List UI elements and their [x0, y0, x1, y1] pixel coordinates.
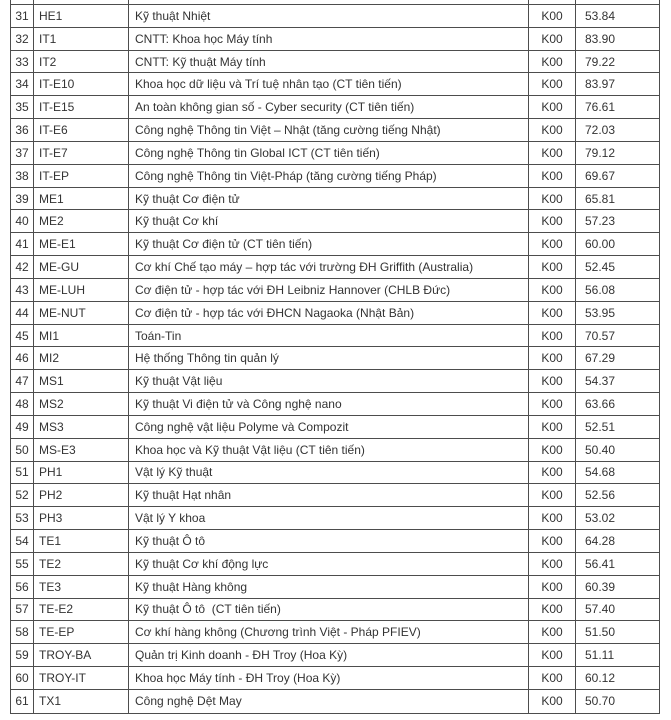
program-code-cell: IT-EP [34, 165, 129, 187]
table-row [11, 302, 659, 325]
program-name-cell: Kỹ thuật Hạt nhân [129, 484, 529, 506]
table-row [11, 119, 659, 142]
exam-group-cell: K00 [529, 507, 576, 529]
table-row [11, 256, 659, 279]
row-number-cell: 33 [11, 51, 34, 73]
program-name-cell: Vật lý Kỹ thuật [129, 462, 529, 484]
table-row [11, 370, 659, 393]
program-code-cell: TROY-IT [34, 667, 129, 689]
program-name-cell: Khoa học dữ liệu và Trí tuệ nhân tạo (CT tiên tiến) [129, 73, 529, 95]
table-row [11, 51, 659, 74]
program-name-cell: Vật lý Y khoa [129, 507, 529, 529]
table-row [11, 462, 659, 485]
program-name-cell: Kỹ thuật Nhiệt [129, 5, 529, 27]
score-cell: 64.28 [585, 533, 616, 548]
program-name-cell: Công nghệ Thông tin Global ICT (CT tiên tiến) [129, 142, 529, 164]
row-number-cell: 35 [11, 96, 34, 118]
score-cell: 51.11 [585, 648, 615, 663]
score-cell: 51.50 [585, 625, 616, 640]
row-number-cell: 61 [11, 690, 34, 713]
table-row [11, 690, 659, 713]
table-row [11, 553, 659, 576]
row-number-cell: 55 [11, 553, 34, 575]
program-name-cell: Kỹ thuật Cơ điện tử [129, 188, 529, 210]
table-row [11, 439, 659, 462]
row-number-cell: 40 [11, 210, 34, 232]
row-number-cell: 54 [11, 530, 34, 552]
row-number-cell: 49 [11, 416, 34, 438]
row-number-cell: 57 [11, 599, 34, 621]
program-code-cell: TE3 [34, 576, 129, 598]
table-row [11, 279, 659, 302]
program-code-cell: IT-E15 [34, 96, 129, 118]
program-code-cell: IT-E10 [34, 73, 129, 95]
exam-group-cell: K00 [529, 142, 576, 164]
exam-group-cell: K00 [529, 325, 576, 347]
score-cell: 56.08 [585, 282, 616, 297]
exam-group-cell: K00 [529, 599, 576, 621]
exam-group-cell: K00 [529, 439, 576, 461]
program-code-cell: TE2 [34, 553, 129, 575]
row-number-cell: 34 [11, 73, 34, 95]
table-row [11, 530, 659, 553]
row-number-cell: 43 [11, 279, 34, 301]
exam-group-cell: K00 [529, 690, 576, 713]
table-top-partial-row [10, 0, 660, 4]
program-name-cell: CNTT: Kỹ thuật Máy tính [129, 51, 529, 73]
table-row [11, 165, 659, 188]
table-row [11, 576, 659, 599]
score-cell: 83.97 [585, 77, 616, 92]
program-name-cell: Khoa học Máy tính - ĐH Troy (Hoa Kỳ) [129, 667, 529, 689]
table-row [11, 644, 659, 667]
score-cell: 52.45 [585, 260, 616, 275]
exam-group-cell: K00 [529, 188, 576, 210]
score-cell: 72.03 [585, 123, 616, 138]
row-number-cell: 46 [11, 347, 34, 369]
program-code-cell: MS1 [34, 370, 129, 392]
score-cell: 54.68 [585, 465, 616, 480]
score-cell: 79.22 [585, 54, 616, 69]
program-name-cell: Kỹ thuật Cơ điện tử (CT tiên tiến) [129, 233, 529, 255]
exam-group-cell: K00 [529, 553, 576, 575]
program-code-cell: IT2 [34, 51, 129, 73]
program-code-cell: IT-E7 [34, 142, 129, 164]
score-cell: 50.70 [585, 694, 616, 709]
program-code-cell: PH1 [34, 462, 129, 484]
score-cell: 56.41 [585, 556, 616, 571]
partial-cell [34, 0, 129, 4]
table-row [11, 233, 659, 256]
program-name-cell: Cơ điện tử - hợp tác với ĐH Leibniz Hannover (CHLB Đức) [129, 279, 529, 301]
score-cell: 70.57 [585, 328, 616, 343]
program-name-cell: Cơ điện tử - hợp tác với ĐHCN Nagaoka (Nhật Bản) [129, 302, 529, 324]
table-row [11, 96, 659, 119]
program-name-cell: Kỹ thuật Vi điện tử và Công nghệ nano [129, 393, 529, 415]
table-row [11, 325, 659, 348]
program-name-cell: Kỹ thuật Cơ khí [129, 210, 529, 232]
score-cell: 52.51 [585, 419, 616, 434]
exam-group-cell: K00 [529, 165, 576, 187]
row-number-cell: 44 [11, 302, 34, 324]
exam-group-cell: K00 [529, 416, 576, 438]
exam-group-cell: K00 [529, 393, 576, 415]
row-number-cell: 39 [11, 188, 34, 210]
program-name-cell: Kỹ thuật Cơ khí động lực [129, 553, 529, 575]
score-cell: 53.84 [585, 8, 616, 23]
score-cell: 65.81 [585, 191, 616, 206]
score-cell: 83.90 [585, 31, 616, 46]
score-cell: 67.29 [585, 351, 616, 366]
exam-group-cell: K00 [529, 119, 576, 141]
program-code-cell: ME-E1 [34, 233, 129, 255]
program-name-cell: Toán-Tin [129, 325, 529, 347]
score-cell: 63.66 [585, 396, 616, 411]
program-code-cell: TX1 [34, 690, 129, 713]
table-row [11, 188, 659, 211]
program-code-cell: ME2 [34, 210, 129, 232]
program-code-cell: HE1 [34, 5, 129, 27]
table-row [11, 484, 659, 507]
row-number-cell: 48 [11, 393, 34, 415]
exam-group-cell: K00 [529, 210, 576, 232]
program-code-cell: ME-NUT [34, 302, 129, 324]
program-name-cell: Kỹ thuật Ô tô (CT tiên tiến) [129, 599, 529, 621]
table-row [11, 73, 659, 96]
table-row [11, 621, 659, 644]
exam-group-cell: K00 [529, 347, 576, 369]
partial-cell [11, 0, 34, 4]
exam-group-cell: K00 [529, 233, 576, 255]
score-cell: 53.95 [585, 305, 616, 320]
table-row [11, 347, 659, 370]
score-cell: 52.56 [585, 488, 616, 503]
row-number-cell: 50 [11, 439, 34, 461]
program-name-cell: Quản trị Kinh doanh - ĐH Troy (Hoa Kỳ) [129, 644, 529, 666]
exam-group-cell: K00 [529, 644, 576, 666]
row-number-cell: 32 [11, 28, 34, 50]
row-number-cell: 45 [11, 325, 34, 347]
score-cell: 57.40 [585, 602, 616, 617]
table-row [11, 667, 659, 690]
program-code-cell: IT-E6 [34, 119, 129, 141]
program-name-cell: Cơ khí Chế tạo máy – hợp tác với trường ĐH Griffith (Australia) [129, 256, 529, 278]
row-number-cell: 47 [11, 370, 34, 392]
program-name-cell: Kỹ thuật Vật liệu [129, 370, 529, 392]
exam-group-cell: K00 [529, 370, 576, 392]
program-name-cell: An toàn không gian số - Cyber security (CT tiên tiến) [129, 96, 529, 118]
program-name-cell: CNTT: Khoa học Máy tính [129, 28, 529, 50]
program-name-cell: Kỹ thuật Hàng không [129, 576, 529, 598]
program-code-cell: IT1 [34, 28, 129, 50]
table-row [11, 416, 659, 439]
exam-group-cell: K00 [529, 462, 576, 484]
partial-cell [576, 0, 659, 4]
exam-group-cell: K00 [529, 302, 576, 324]
exam-group-cell: K00 [529, 5, 576, 27]
table-body [10, 4, 660, 714]
exam-group-cell: K00 [529, 73, 576, 95]
score-cell: 54.37 [585, 374, 616, 389]
score-cell: 50.40 [585, 442, 616, 457]
program-code-cell: MS3 [34, 416, 129, 438]
score-cell: 79.12 [585, 145, 616, 160]
program-name-cell: Hệ thống Thông tin quản lý [129, 347, 529, 369]
exam-group-cell: K00 [529, 28, 576, 50]
row-number-cell: 38 [11, 165, 34, 187]
exam-group-cell: K00 [529, 530, 576, 552]
table-row [11, 599, 659, 622]
score-cell: 60.39 [585, 579, 616, 594]
table-row [11, 393, 659, 416]
program-code-cell: TE-E2 [34, 599, 129, 621]
program-code-cell: TROY-BA [34, 644, 129, 666]
program-code-cell: TE1 [34, 530, 129, 552]
table-row [11, 142, 659, 165]
table-row [11, 210, 659, 233]
score-cell: 69.67 [585, 168, 616, 183]
program-code-cell: MI1 [34, 325, 129, 347]
exam-group-cell: K00 [529, 667, 576, 689]
row-number-cell: 31 [11, 5, 34, 27]
score-cell: 60.00 [585, 237, 616, 252]
row-number-cell: 56 [11, 576, 34, 598]
row-number-cell: 58 [11, 621, 34, 643]
program-code-cell: MI2 [34, 347, 129, 369]
program-name-cell: Kỹ thuật Ô tô [129, 530, 529, 552]
row-number-cell: 52 [11, 484, 34, 506]
program-name-cell: Công nghệ vật liệu Polyme và Compozit [129, 416, 529, 438]
exam-group-cell: K00 [529, 51, 576, 73]
admission-scores-table [10, 0, 660, 714]
partial-cell [529, 0, 576, 4]
row-number-cell: 51 [11, 462, 34, 484]
table-row [11, 507, 659, 530]
program-code-cell: ME-GU [34, 256, 129, 278]
row-number-cell: 37 [11, 142, 34, 164]
partial-cell [129, 0, 529, 4]
score-cell: 76.61 [585, 100, 616, 115]
program-code-cell: TE-EP [34, 621, 129, 643]
program-name-cell: Công nghệ Dệt May [129, 690, 529, 713]
program-code-cell: MS-E3 [34, 439, 129, 461]
exam-group-cell: K00 [529, 484, 576, 506]
program-name-cell: Cơ khí hàng không (Chương trình Việt - Pháp PFIEV) [129, 621, 529, 643]
table-row [11, 5, 659, 28]
program-name-cell: Khoa học và Kỹ thuật Vật liệu (CT tiên tiến) [129, 439, 529, 461]
program-code-cell: PH3 [34, 507, 129, 529]
row-number-cell: 41 [11, 233, 34, 255]
score-cell: 53.02 [585, 511, 616, 526]
exam-group-cell: K00 [529, 279, 576, 301]
program-code-cell: PH2 [34, 484, 129, 506]
program-name-cell: Công nghệ Thông tin Việt-Pháp (tăng cường tiếng Pháp) [129, 165, 529, 187]
score-cell: 57.23 [585, 214, 616, 229]
score-cell: 60.12 [585, 670, 616, 685]
program-name-cell: Công nghệ Thông tin Việt – Nhật (tăng cường tiếng Nhật) [129, 119, 529, 141]
program-code-cell: ME1 [34, 188, 129, 210]
table-row [11, 28, 659, 51]
exam-group-cell: K00 [529, 621, 576, 643]
row-number-cell: 42 [11, 256, 34, 278]
row-number-cell: 60 [11, 667, 34, 689]
row-number-cell: 59 [11, 644, 34, 666]
program-code-cell: MS2 [34, 393, 129, 415]
program-code-cell: ME-LUH [34, 279, 129, 301]
row-number-cell: 36 [11, 119, 34, 141]
exam-group-cell: K00 [529, 96, 576, 118]
row-number-cell: 53 [11, 507, 34, 529]
exam-group-cell: K00 [529, 256, 576, 278]
exam-group-cell: K00 [529, 576, 576, 598]
